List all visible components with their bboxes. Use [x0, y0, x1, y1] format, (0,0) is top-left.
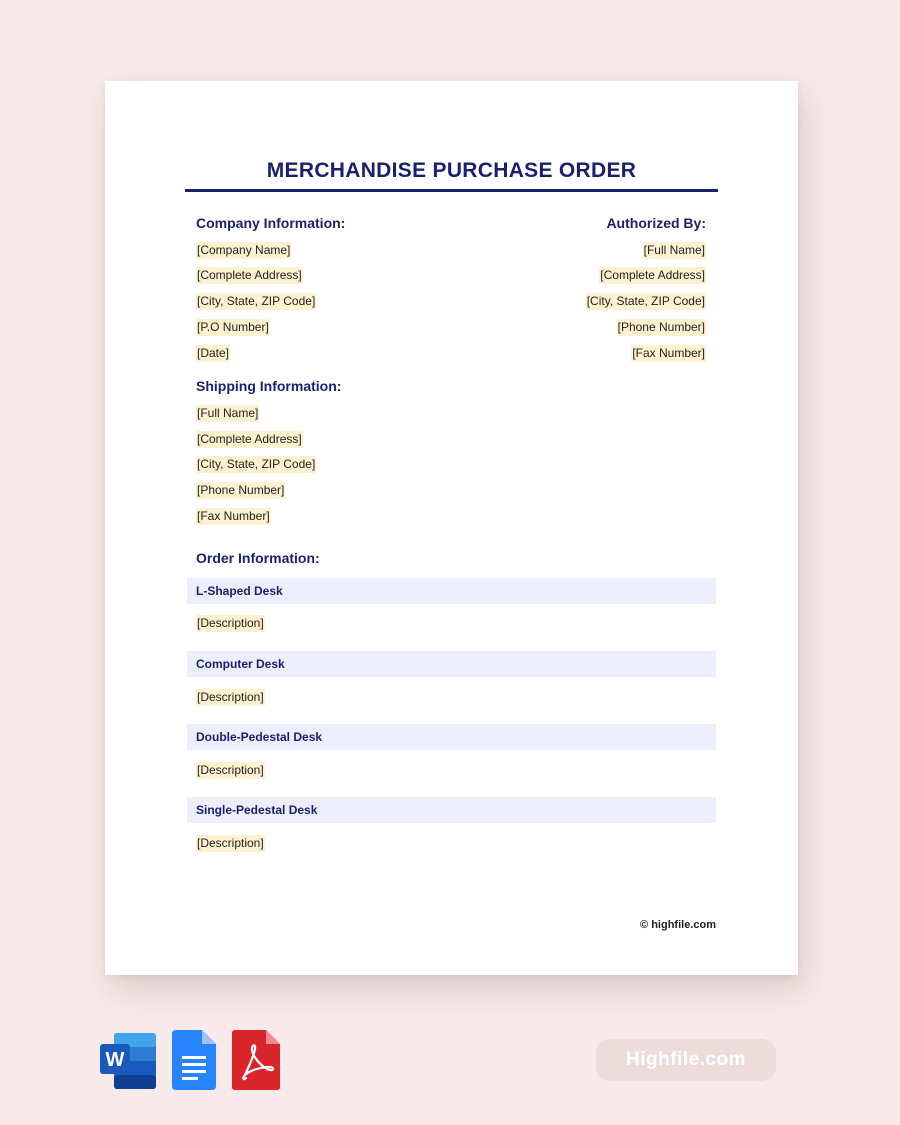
- shipping-fax-field: [Fax Number]: [197, 509, 270, 523]
- order-item-description: [Description]: [197, 763, 264, 777]
- authorized-address-field: [Complete Address]: [600, 268, 705, 282]
- document-title: MERCHANDISE PURCHASE ORDER: [266, 159, 637, 182]
- order-info-heading: Order Information:: [196, 550, 320, 566]
- order-item-band: [187, 651, 716, 677]
- svg-text:W: W: [105, 1049, 125, 1071]
- order-item-band: [187, 724, 716, 750]
- company-po-field: [P.O Number]: [197, 320, 269, 334]
- company-address-field: [Complete Address]: [197, 268, 302, 282]
- company-name-field: [Company Name]: [197, 243, 291, 257]
- company-info-heading: Company Information:: [196, 215, 346, 231]
- order-item-name: Computer Desk: [196, 657, 285, 671]
- google-docs-icon[interactable]: [172, 1030, 216, 1095]
- word-icon[interactable]: [100, 1030, 158, 1095]
- shipping-address-field: [Complete Address]: [197, 432, 302, 446]
- shipping-phone-field: [Phone Number]: [197, 483, 285, 497]
- order-item-description: [Description]: [197, 616, 264, 630]
- shipping-info-heading: Shipping Information:: [196, 378, 342, 394]
- authorized-by-heading: Authorized By:: [606, 215, 706, 231]
- authorized-phone-field: [Phone Number]: [617, 320, 705, 334]
- copyright-notice: © highfile.com: [640, 919, 716, 931]
- order-item-band: [187, 797, 716, 823]
- order-item-name: Single-Pedestal Desk: [196, 803, 318, 817]
- order-item-name: L-Shaped Desk: [196, 584, 283, 598]
- order-item-band: [187, 578, 716, 604]
- company-date-field: [Date]: [197, 346, 230, 360]
- company-city-field: [City, State, ZIP Code]: [197, 294, 316, 308]
- authorized-fax-field: [Fax Number]: [632, 346, 705, 360]
- authorized-name-field: [Full Name]: [643, 243, 705, 257]
- order-item-description: [Description]: [197, 690, 264, 704]
- shipping-city-field: [City, State, ZIP Code]: [197, 457, 316, 471]
- order-item-description: [Description]: [197, 836, 264, 850]
- order-item-name: Double-Pedestal Desk: [196, 730, 323, 744]
- title-divider: [185, 189, 718, 192]
- authorized-city-field: [City, State, ZIP Code]: [586, 294, 705, 308]
- pdf-icon[interactable]: [232, 1030, 280, 1095]
- highfile-brand-badge[interactable]: Highfile.com: [596, 1039, 776, 1081]
- shipping-name-field: [Full Name]: [197, 406, 259, 420]
- document-page: [105, 81, 798, 975]
